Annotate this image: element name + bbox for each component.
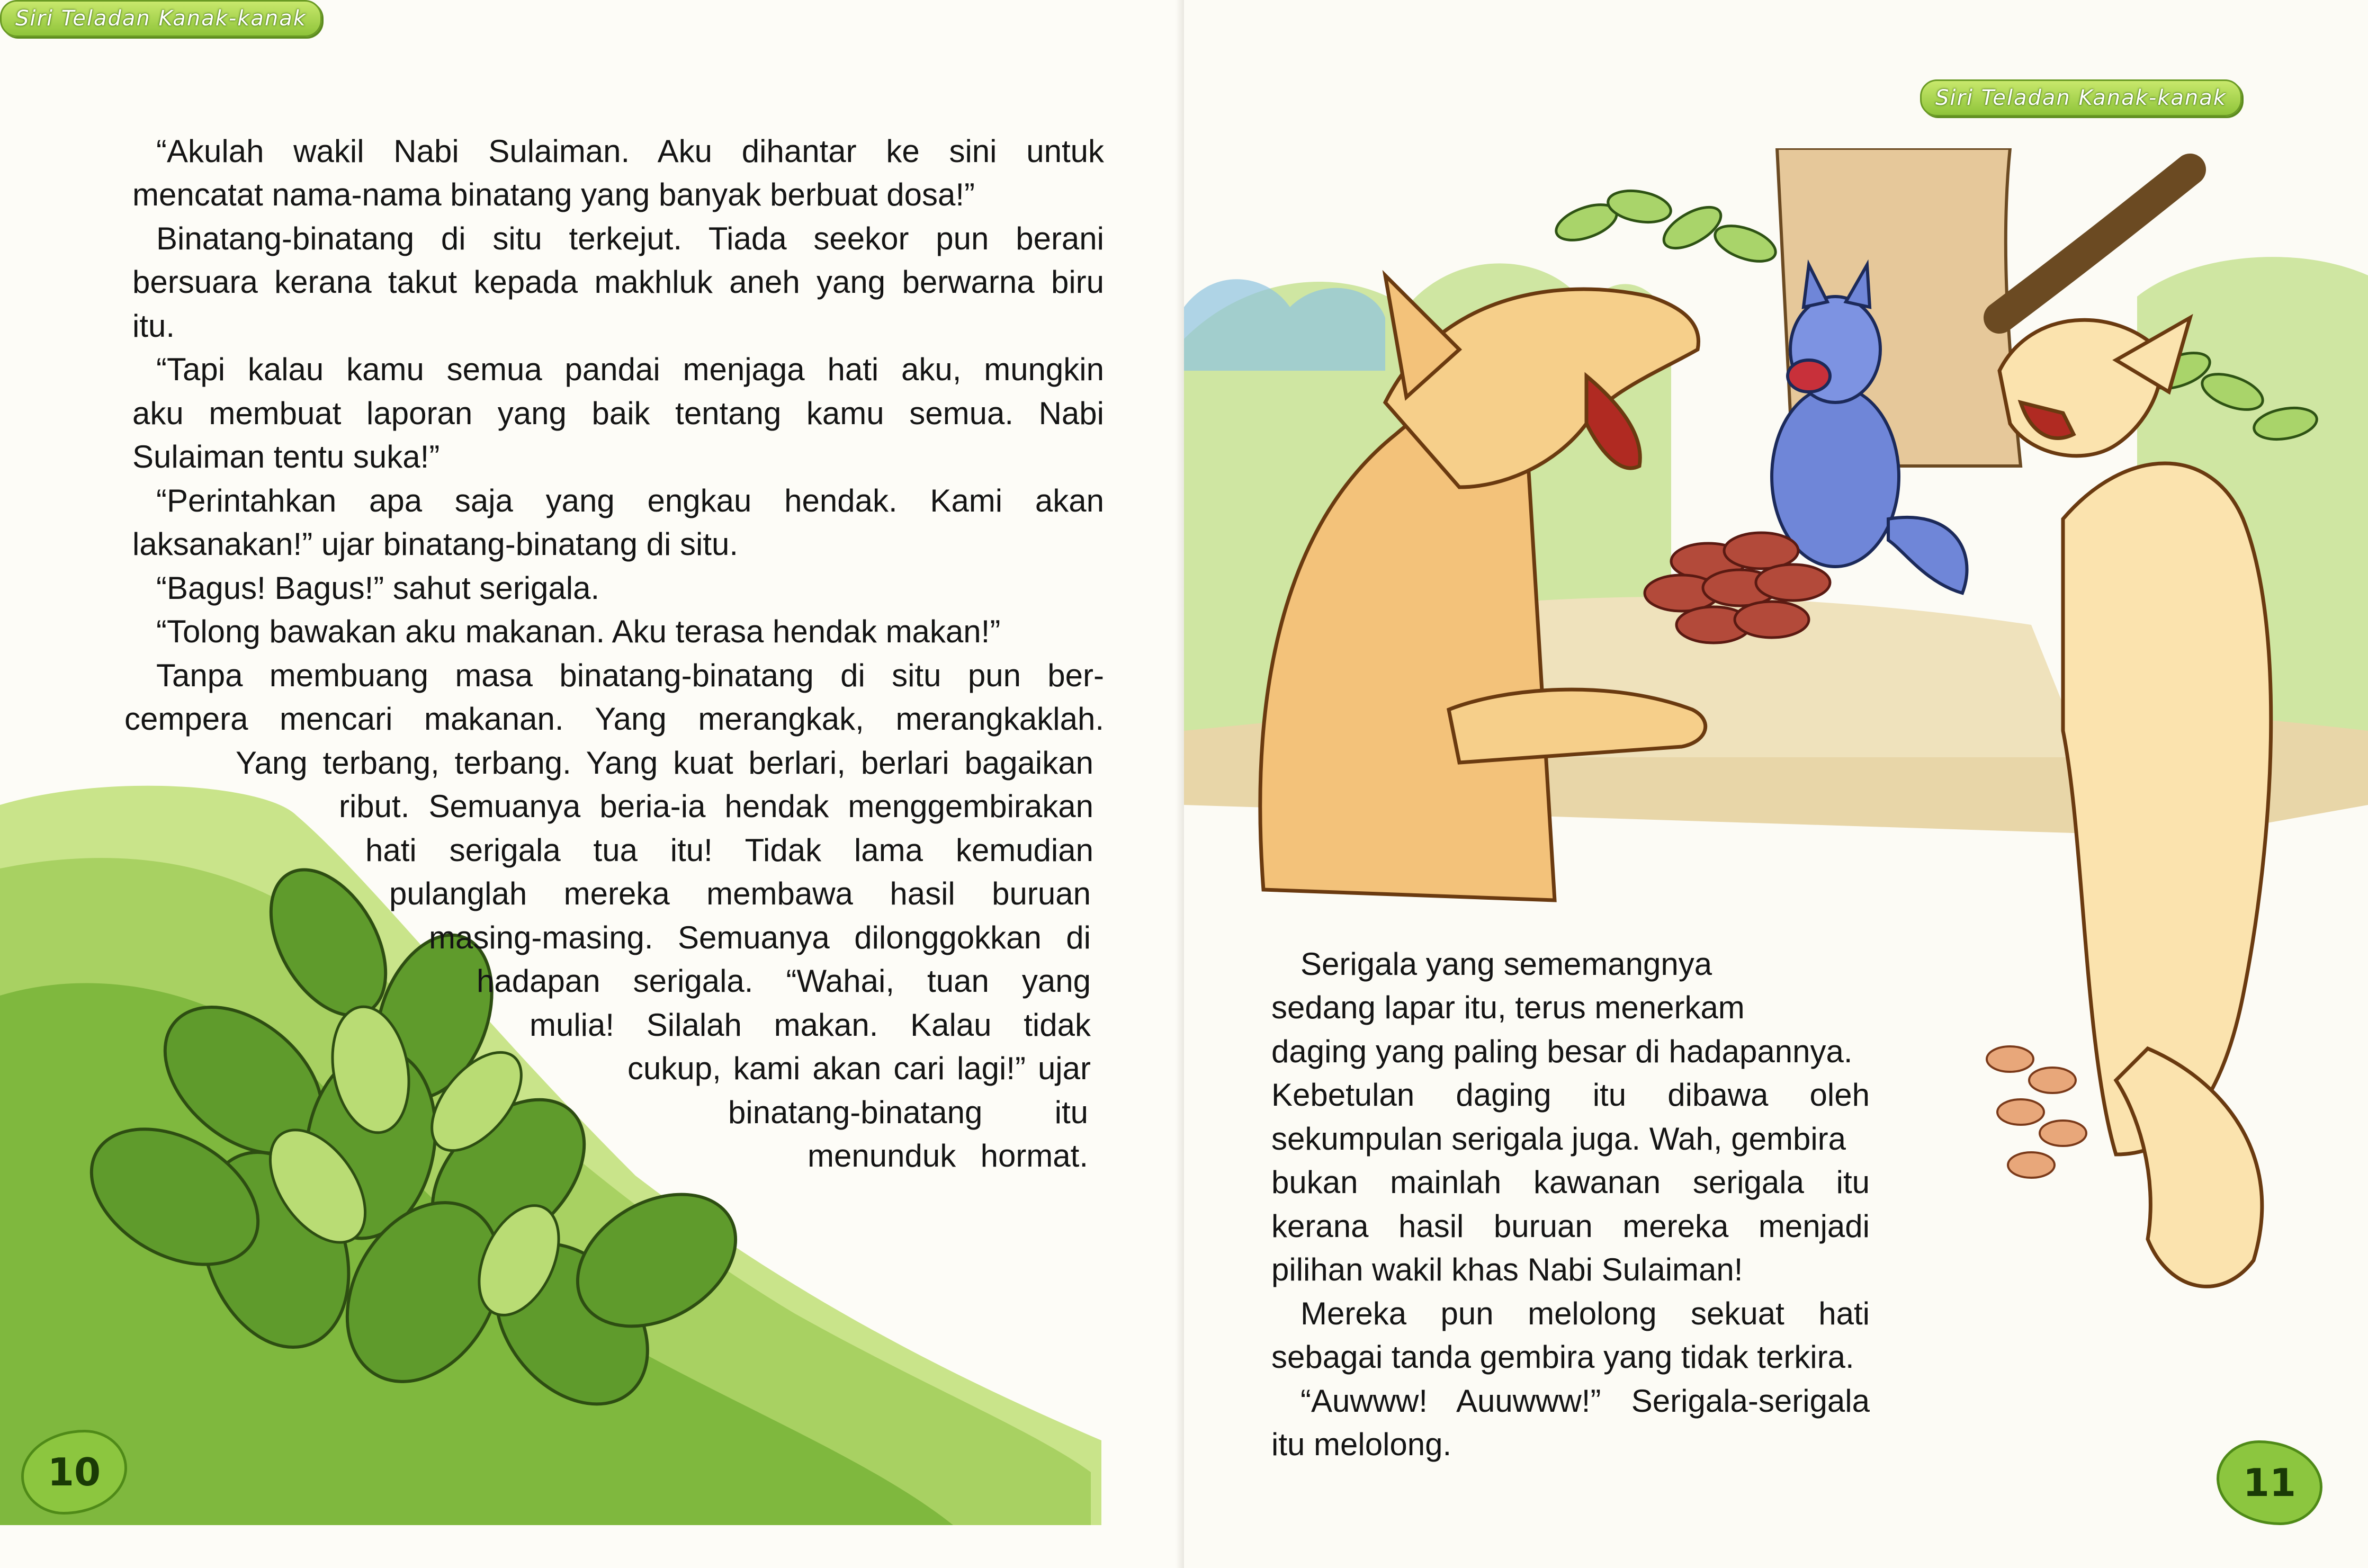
text-line: sekumpulan serigala juga. Wah, gembira: [1271, 1121, 1846, 1157]
left-page-text: [0, 0, 1184, 1218]
text-line: mulia! Silalah makan. Kalau tidak: [530, 1007, 1091, 1043]
text-line: “Auwww! Auuwww!” Serigala-serigala: [1300, 1383, 1870, 1419]
text-line: Kebetulan daging itu dibawa oleh: [1271, 1077, 1870, 1113]
text-line: Serigala yang sememangnya: [1300, 946, 1712, 982]
page-number: 10: [21, 1430, 127, 1515]
text-line: Tanpa membuang masa binatang-binatang di situ pun ber-: [156, 658, 1104, 693]
series-tag: Siri Teladan Kanak-kanak: [1920, 79, 2242, 117]
text-line: bukan mainlah kawanan serigala itu: [1271, 1164, 1870, 1200]
right-page: [1184, 0, 2368, 1568]
text-line: sebagai tanda gembira yang tidak terkira.: [1271, 1339, 1854, 1375]
text-line: aku membuat laporan yang baik tentang kamu semua. Nabi: [132, 396, 1104, 431]
text-line: kerana hasil buruan mereka menjadi: [1271, 1208, 1870, 1244]
text-line: “Tapi kalau kamu semua pandai menjaga hati aku, mungkin: [156, 352, 1104, 387]
text-line: itu.: [132, 308, 175, 344]
text-line: menunduk hormat.: [808, 1138, 1088, 1173]
text-line: itu melolong.: [1271, 1427, 1452, 1462]
text-line: binatang-binatang itu: [728, 1095, 1088, 1130]
text-line: “Bagus! Bagus!” sahut serigala.: [156, 570, 600, 606]
text-line: hadapan serigala. “Wahai, tuan yang: [477, 963, 1091, 999]
right-page-text: [1184, 0, 2368, 1536]
text-line: Binatang-binatang di situ terkejut. Tiada seekor pun berani: [156, 221, 1104, 256]
text-line: cempera mencari makanan. Yang merangkak, merangkaklah.: [124, 701, 1104, 737]
text-line: bersuara kerana takut kepada makhluk aneh yang berwarna biru: [132, 264, 1104, 300]
series-tag: Siri Teladan Kanak-kanak: [0, 0, 322, 37]
page-number: 11: [2217, 1440, 2322, 1525]
text-line: hati serigala tua itu! Tidak lama kemudian: [365, 832, 1093, 868]
text-line: masing-masing. Semuanya dilonggokkan di: [429, 920, 1091, 955]
text-line: cukup, kami akan cari lagi!” ujar: [627, 1051, 1091, 1086]
text-line: “Akulah wakil Nabi Sulaiman. Aku dihantar ke sini untuk: [156, 133, 1104, 169]
text-line: pulanglah mereka membawa hasil buruan: [389, 876, 1091, 911]
text-line: daging yang paling besar di hadapannya.: [1271, 1034, 1853, 1069]
text-line: Sulaiman tentu suka!”: [132, 439, 440, 474]
text-line: laksanakan!” ujar binatang-binatang di situ.: [132, 526, 739, 562]
text-line: sedang lapar itu, terus menerkam: [1271, 990, 1745, 1025]
text-line: Mereka pun melolong sekuat hati: [1300, 1296, 1870, 1331]
text-line: mencatat nama-nama binatang yang banyak berbuat dosa!”: [132, 177, 975, 212]
text-line: Yang terbang, terbang. Yang kuat berlari, berlari bagaikan: [236, 745, 1093, 781]
text-line: “Tolong bawakan aku makanan. Aku terasa hendak makan!”: [156, 614, 1001, 649]
text-line: ribut. Semuanya beria-ia hendak menggembirakan: [339, 789, 1093, 824]
text-line: “Perintahkan apa saja yang engkau hendak. Kami akan: [156, 483, 1104, 518]
text-line: pilihan wakil khas Nabi Sulaiman!: [1271, 1252, 1743, 1287]
